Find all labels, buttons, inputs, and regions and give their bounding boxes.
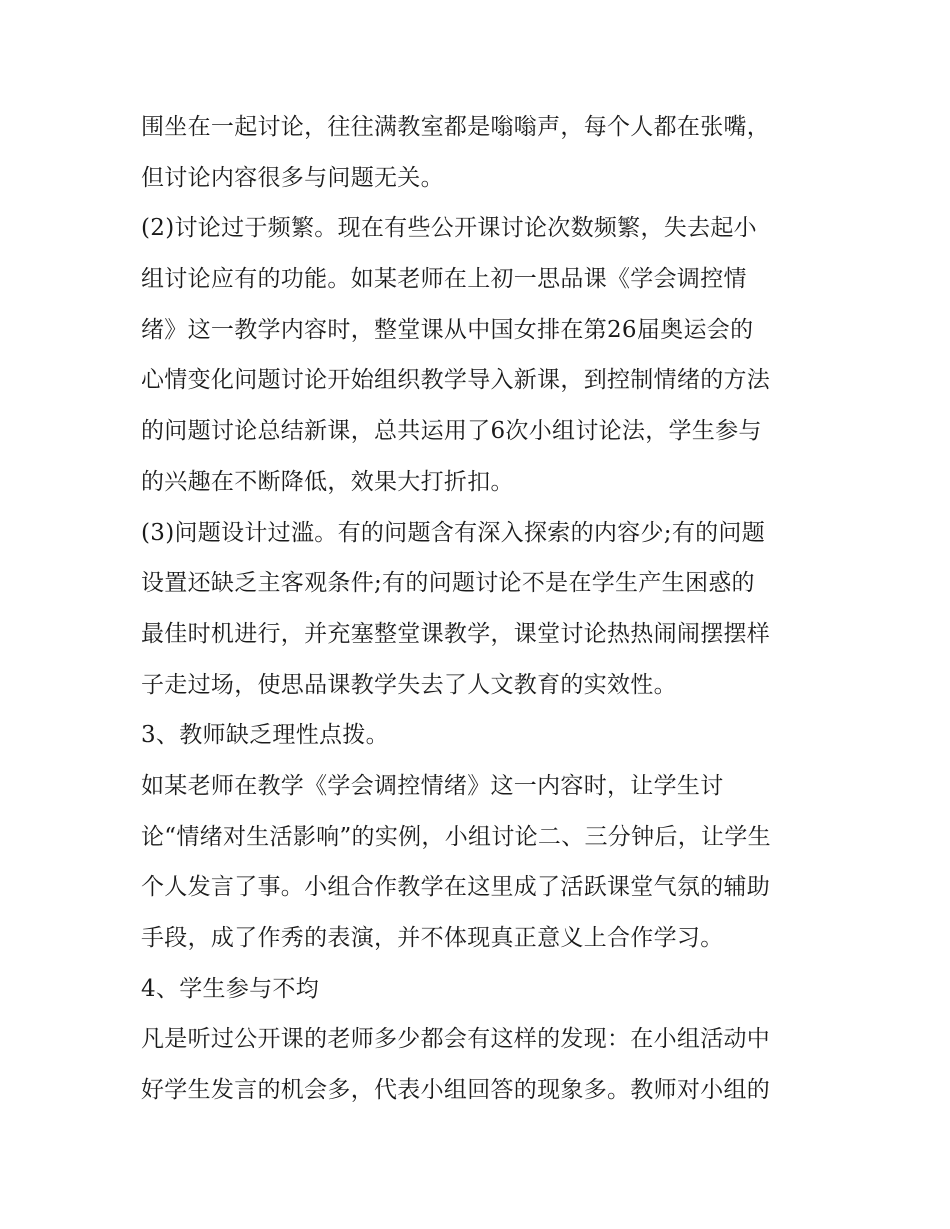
text-line: 的兴趣在不断降低，效果大打折扣。	[141, 468, 514, 495]
document-body	[141, 102, 821, 1116]
text-line: 围坐在一起讨论，往往满教室都是嗡嗡声，每个人都在张嘴，	[141, 114, 771, 140]
text-line: (3)问题设计过滥。有的问题含有深入探索的内容少;有的问题	[141, 519, 766, 546]
text-line: 心情变化问题讨论开始组织教学导入新课，到控制情绪的方法	[141, 367, 771, 394]
text-line: 最佳时机进行，并充塞整堂课教学，课堂讨论热热闹闹摆摆样	[141, 620, 771, 647]
text-line: 凡是听过公开课的老师多少都会有这样的发现：在小组活动中	[141, 1026, 771, 1053]
text-line: 个人发言了事。小组合作教学在这里成了活跃课堂气氛的辅助	[141, 874, 771, 901]
text-line: 好学生发言的机会多，代表小组回答的现象多。教师对小组的	[141, 1077, 771, 1104]
text-line: 如某老师在教学《学会调控情绪》这一内容时，让学生讨	[141, 772, 724, 799]
text-line: 论“情绪对生活影响”的实例，小组讨论二、三分钟后，让学生	[141, 823, 771, 850]
text-line: 绪》这一教学内容时，整堂课从中国女排在第26届奥运会的	[141, 316, 754, 343]
section-heading: 3、教师缺乏理性点拨。	[141, 722, 389, 749]
section-heading: 4、学生参与不均	[141, 975, 320, 1002]
text-line: 手段，成了作秀的表演，并不体现真正意义上合作学习。	[141, 925, 724, 951]
text-line: 但讨论内容很多与问题无关。	[141, 164, 444, 191]
text-line: 子走过场，使思品课教学失去了人文教育的实效性。	[141, 671, 677, 698]
text-line: 组讨论应有的功能。如某老师在上初一思品课《学会调控情	[141, 266, 747, 293]
text-line: 设置还缺乏主客观条件;有的问题讨论不是在学生产生困惑的	[141, 570, 755, 597]
text-line: (2)讨论过于频繁。现在有些公开课讨论次数频繁，失去起小	[141, 215, 757, 242]
text-line: 的问题讨论总结新课，总共运用了6次小组讨论法，学生参与	[141, 418, 762, 445]
